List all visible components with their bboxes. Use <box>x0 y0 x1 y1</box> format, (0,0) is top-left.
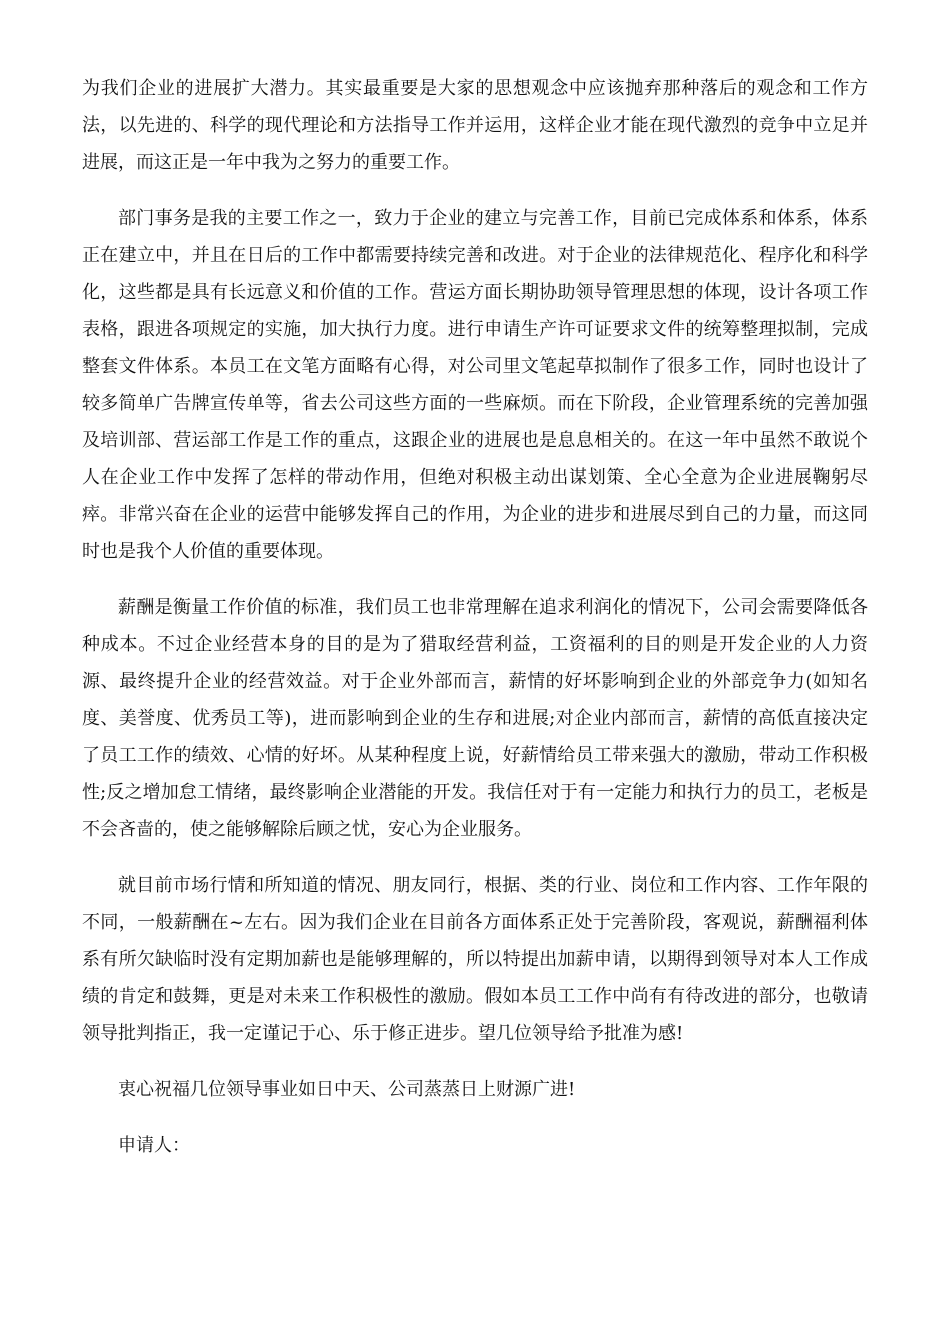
document-body <box>82 70 868 1183</box>
paragraph-raise-request: 就目前市场行情和所知道的情况、朋友同行，根据、类的行业、岗位和工作内容、工作年限的不同，一般薪酬在~左右。因为我们企业在目前各方面体系正处于完善阶段，客观说，薪酬福利体系有所欠缺临时没有定期加薪也是能够理解的，所以特提出加薪申请，以期得到领导对本人工作成绩的肯定和鼓舞，更是对未来工作积极性的激励。假如本员工工作中尚有有待改进的部分，也敬请领导批判指正，我一定谨记于心、乐于修正进步。望几位领导给予批准为感! <box>82 875 868 1044</box>
paragraph-applicant: 申请人： <box>118 1135 190 1156</box>
paragraph-closing-wishes: 衷心祝福几位领导事业如日中天、公司蒸蒸日上财源广进! <box>118 1079 576 1100</box>
paragraph-salary-value: 薪酬是衡量工作价值的标准，我们员工也非常理解在追求利润化的情况下，公司会需要降低各种成本。不过企业经营本身的目的是为了猎取经营利益，工资福利的目的则是开发企业的人力资源、最终提升企业的经营效益。对于企业外部而言，薪情的好坏影响到企业的外部竞争力(如知名度、美誉度、优秀员工等)，进而影响到企业的生存和进展;对企业内部而言，薪情的高低直接决定了员工工作的绩效、心情的好坏。从某种程度上说，好薪情给员工带来强大的激励，带动工作积极性;反之增加怠工情绪，最终影响企业潜能的开发。我信任对于有一定能力和执行力的员工，老板是不会吝啬的，使之能够解除后顾之忧，安心为企业服务。 <box>82 597 868 840</box>
paragraph-department-work: 部门事务是我的主要工作之一，致力于企业的建立与完善工作，目前已完成体系和体系，体系正在建立中，并且在日后的工作中都需要持续完善和改进。对于企业的法律规范化、程序化和科学化，这些都是具有长远意义和价值的工作。营运方面长期协助领导管理思想的体现，设计各项工作表格，跟进各项规定的实施，加大执行力度。进行申请生产许可证要求文件的统筹整理拟制，完成整套文件体系。本员工在文笔方面略有心得，对公司里文笔起草拟制作了很多工作，同时也设计了较多简单广告牌宣传单等，省去公司这些方面的一些麻烦。而在下阶段，企业管理系统的完善加强及培训部、营运部工作是工作的重点，这跟企业的进展也是息息相关的。在这一年中虽然不敢说个人在企业工作中发挥了怎样的带动作用，但绝对积极主动出谋划策、全心全意为企业进展鞠躬尽瘁。非常兴奋在企业的运营中能够发挥自己的作用，为企业的进步和进展尽到自己的力量，而这同时也是我个人价值的重要体现。 <box>82 208 868 562</box>
paragraph-continuation: 为我们企业的进展扩大潜力。其实最重要是大家的思想观念中应该抛弃那种落后的观念和工作方法，以先进的、科学的现代理论和方法指导工作并运用，这样企业才能在现代激烈的竞争中立足并进展，而这正是一年中我为之努力的重要工作。 <box>82 78 868 173</box>
